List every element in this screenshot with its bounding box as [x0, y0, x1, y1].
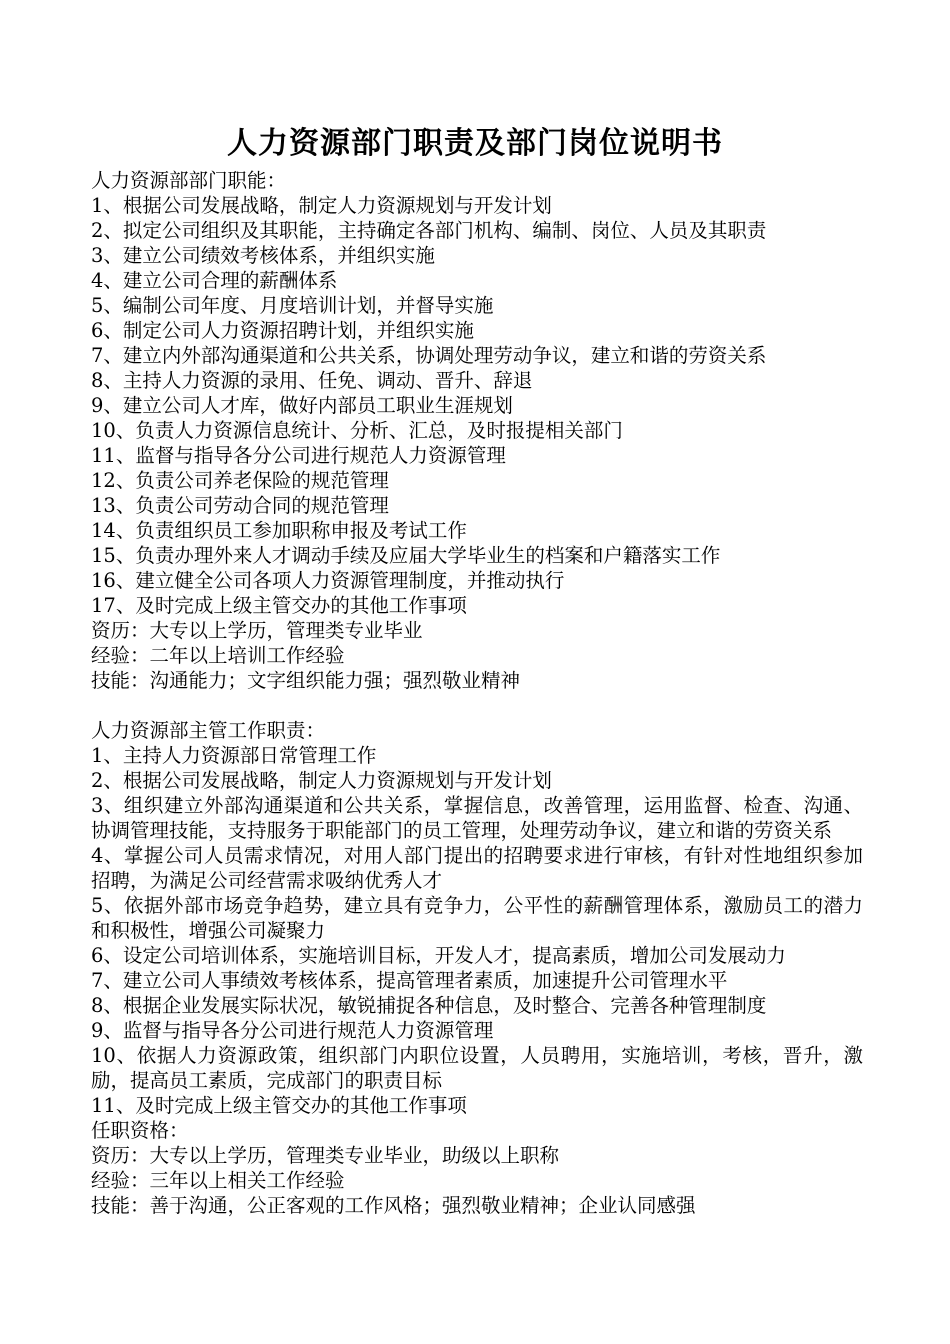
document-title: 人力资源部门职责及部门岗位说明书: [227, 126, 723, 161]
section2-qualifications-heading: 任职资格：: [91, 1119, 189, 1142]
section-spacer: [91, 693, 863, 718]
section2-item: 9、监督与指导各分公司进行规范人力资源管理: [91, 1019, 494, 1042]
section2-heading: 人力资源部主管工作职责：: [91, 719, 326, 742]
section1-item: 6、制定公司人力资源招聘计划，并组织实施: [91, 319, 474, 342]
section1-item: 8、主持人力资源的录用、任免、调动、晋升、辞退: [91, 369, 533, 392]
section1-item: 10、负责人力资源信息统计、分析、汇总，及时报提相关部门: [91, 419, 623, 442]
section1-item: 1、根据公司发展战略，制定人力资源规划与开发计划: [91, 194, 552, 217]
section2-item: 3、组织建立外部沟通渠道和公共关系，掌握信息，改善管理，运用监督、检查、沟通、协调管理技能，支持服务于职能部门的员工管理，处理劳动争议，建立和谐的劳资关系: [91, 794, 863, 842]
section2-item: 2、根据公司发展战略，制定人力资源规划与开发计划: [91, 769, 552, 792]
section1-qualification: 技能：沟通能力；文字组织能力强；强烈敬业精神: [91, 669, 521, 692]
section1-item: 4、建立公司合理的薪酬体系: [91, 269, 338, 292]
section2-item: 7、建立公司人事绩效考核体系，提高管理者素质，加速提升公司管理水平: [91, 969, 728, 992]
section1-qualification: 资历：大专以上学历，管理类专业毕业: [91, 619, 423, 642]
section1-qualification: 经验：二年以上培训工作经验: [91, 644, 345, 667]
document-body: [91, 168, 863, 1218]
section2-item: 6、设定公司培训体系，实施培训目标，开发人才，提高素质，增加公司发展动力: [91, 944, 786, 967]
section1-item: 12、负责公司养老保险的规范管理: [91, 469, 389, 492]
section1-item: 5、编制公司年度、月度培训计划，并督导实施: [91, 294, 494, 317]
section1-item: 16、建立健全公司各项人力资源管理制度，并推动执行: [91, 569, 565, 592]
section1-item: 2、拟定公司组织及其职能，主持确定各部门机构、编制、岗位、人员及其职责: [91, 219, 767, 242]
section2-item: 1、主持人力资源部日常管理工作: [91, 744, 377, 767]
section2-qualification: 资历：大专以上学历，管理类专业毕业，助级以上职称: [91, 1144, 560, 1167]
section1-item: 9、建立公司人才库，做好内部员工职业生涯规划: [91, 394, 513, 417]
section1-item: 13、负责公司劳动合同的规范管理: [91, 494, 389, 517]
section1-item: 7、建立内外部沟通渠道和公共关系，协调处理劳动争议，建立和谐的劳资关系: [91, 344, 767, 367]
section2-qualification: 技能：善于沟通，公正客观的工作风格；强烈敬业精神；企业认同感强: [91, 1194, 696, 1217]
section1-item: 3、建立公司绩效考核体系，并组织实施: [91, 244, 435, 267]
section2-item: 11、及时完成上级主管交办的其他工作事项: [91, 1094, 467, 1117]
section2-item: 8、根据企业发展实际状况，敏锐捕捉各种信息，及时整合、完善各种管理制度: [91, 994, 767, 1017]
section1-item: 11、监督与指导各分公司进行规范人力资源管理: [91, 444, 506, 467]
section2-item: 5、依据外部市场竞争趋势，建立具有竞争力，公平性的薪酬管理体系，激励员工的潜力和积极性，增强公司凝聚力: [91, 894, 863, 942]
section1-heading: 人力资源部部门职能：: [91, 169, 287, 192]
section1-item: 14、负责组织员工参加职称申报及考试工作: [91, 519, 467, 542]
section2-item: 4、掌握公司人员需求情况，对用人部门提出的招聘要求进行审核，有针对性地组织参加招聘，为满足公司经营需求吸纳优秀人才: [91, 844, 863, 892]
section1-item: 17、及时完成上级主管交办的其他工作事项: [91, 594, 467, 617]
section2-item: 10、依据人力资源政策，组织部门内职位设置，人员聘用，实施培训，考核，晋升，激励，提高员工素质，完成部门的职责目标: [91, 1044, 863, 1092]
section2-qualification: 经验：三年以上相关工作经验: [91, 1169, 345, 1192]
section1-item: 15、负责办理外来人才调动手续及应届大学毕业生的档案和户籍落实工作: [91, 544, 721, 567]
